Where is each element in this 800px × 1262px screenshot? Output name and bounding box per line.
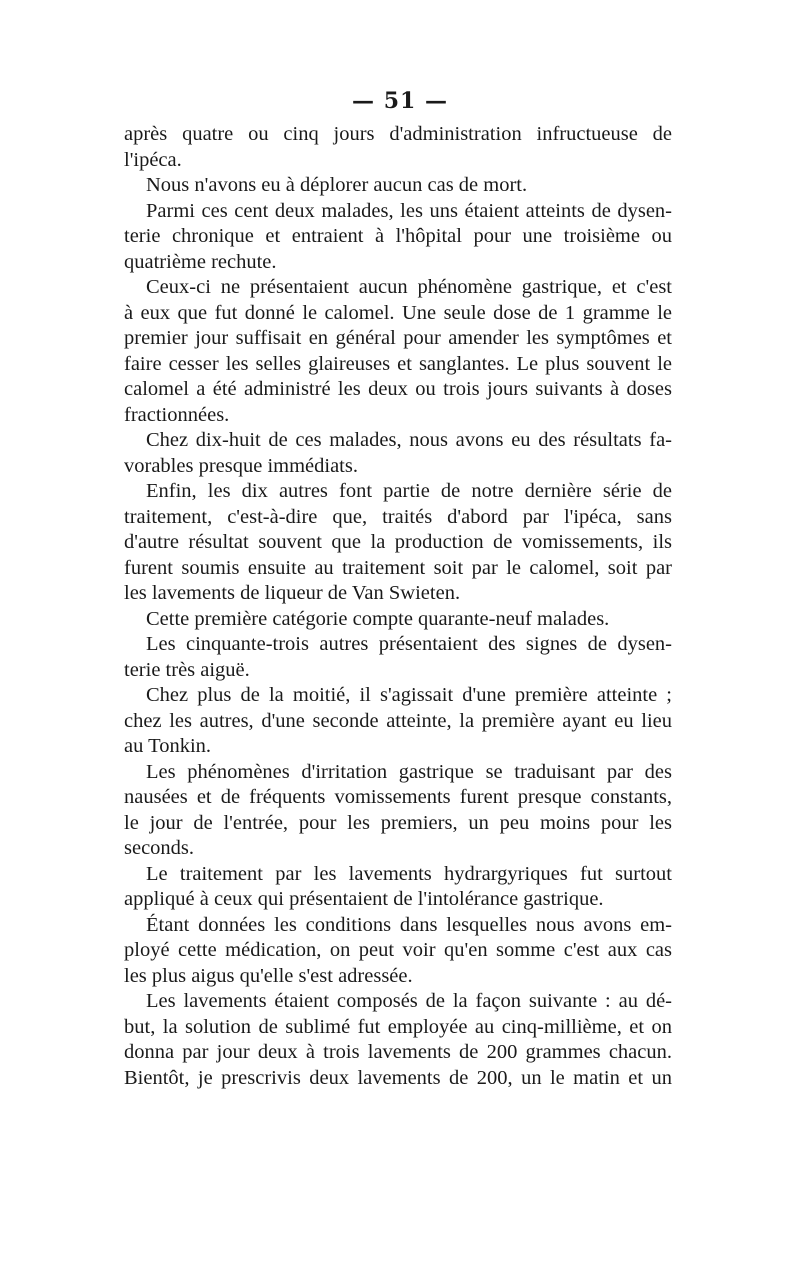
text-line: furent soumis ensuite au traitement soit par le calomel, soit par [124, 556, 672, 579]
text-line: le jour de l'entrée, pour les premiers, un peu moins pour les [124, 811, 672, 834]
text-line: vorables presque immédiats. [124, 454, 358, 477]
text-line: donna par jour deux à trois lavements de 200 grammes chacun. [124, 1041, 672, 1063]
text-line: Les cinquante-trois autres présentaient des signes de dysen- [146, 633, 672, 655]
text-line: appliqué à ceux qui présentaient de l'intolérance gastrique. [124, 888, 604, 910]
text-line: Chez dix-huit de ces malades, nous avons eu des résultats fa- [146, 429, 672, 451]
text-line: premier jour suffisait en général pour amender les symptômes et [124, 327, 672, 349]
text-line: fractionnées. [124, 403, 230, 426]
text-line: au Tonkin. [124, 735, 212, 757]
body-text [124, 122, 672, 1091]
text-line: but, la solution de sublimé fut employée au cinq-millième, et on [124, 1015, 672, 1038]
text-line: Chez plus de la moitié, il s'agissait d'une première atteinte ; [146, 684, 672, 706]
text-line: faire cesser les selles glaireuses et sanglantes. Le plus souvent le [124, 352, 672, 375]
text-line: Nous n'avons eu à déplorer aucun cas de mort. [146, 174, 528, 196]
text-line: terie chronique et entraient à l'hôpital pour une troisième ou [124, 225, 672, 247]
text-line: d'autre résultat souvent que la production de vomissements, ils [124, 531, 672, 553]
text-line: après quatre ou cinq jours d'administration infructueuse de [124, 123, 672, 145]
text-line: chez les autres, d'une seconde atteinte, la première ayant eu lieu [124, 709, 672, 732]
text-line: Les lavements étaient composés de la façon suivante : au dé- [146, 990, 672, 1012]
text-line: quatrième rechute. [124, 250, 277, 273]
text-line: Bientôt, je prescrivis deux lavements de 200, un le matin et un [124, 1066, 672, 1089]
text-line: les plus aigus qu'elle s'est adressée. [124, 964, 413, 987]
text-line: à eux que fut donné le calomel. Une seule dose de 1 gramme le [124, 301, 672, 324]
text-line: traitement, c'est-à-dire que, traités d'abord par l'ipéca, sans [124, 505, 672, 528]
text-line: seconds. [124, 837, 195, 859]
text-line: Les phénomènes d'irritation gastrique se traduisant par des [146, 760, 672, 783]
text-line: ployé cette médication, on peut voir qu'en somme c'est aux cas [124, 939, 672, 961]
text-line: les lavements de liqueur de Van Swieten. [124, 582, 461, 604]
text-line: l'ipéca. [124, 148, 182, 171]
text-line: Cette première catégorie compte quarante-neuf malades. [146, 607, 610, 630]
text-line: Étant données les conditions dans lesquelles nous avons em- [146, 913, 672, 936]
text-line: Ceux-ci ne présentaient aucun phénomène gastrique, et c'est [146, 276, 672, 298]
text-line: Enfin, les dix autres font partie de notre dernière série de [146, 480, 672, 502]
text-line: nausées et de fréquents vomissements furent presque constants, [124, 786, 672, 808]
text-line: Le traitement par les lavements hydrargyriques fut surtout [146, 862, 672, 885]
page-number: — 51 — [352, 88, 448, 114]
text-line: calomel a été administré les deux ou trois jours suivants à doses [124, 378, 672, 400]
text-line: Parmi ces cent deux malades, les uns étaient atteints de dysen- [146, 199, 672, 222]
text-line: terie très aiguë. [124, 658, 250, 681]
